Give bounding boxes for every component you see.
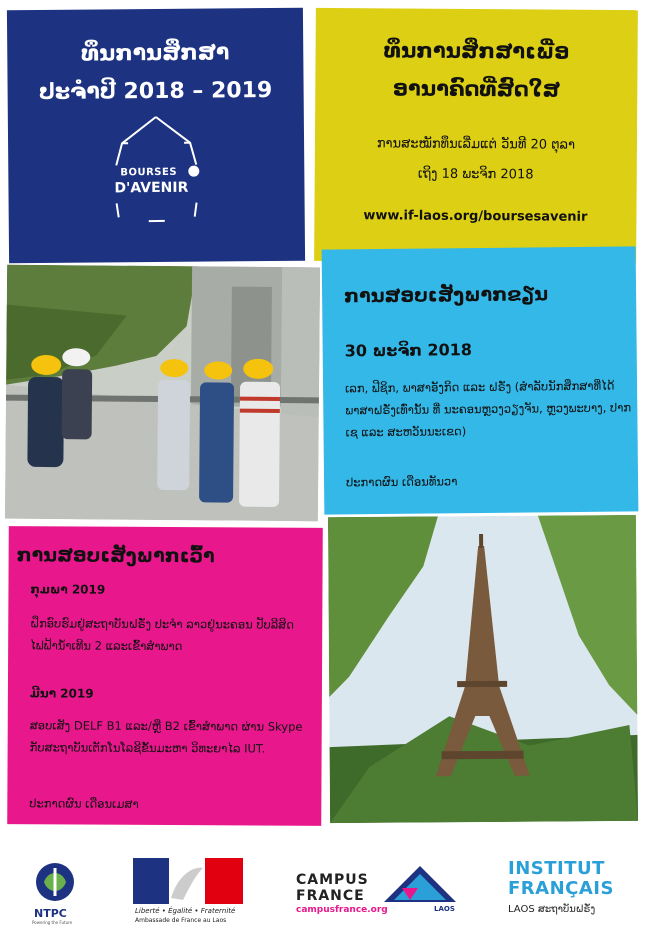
french-embassy-logo [133, 858, 253, 928]
oral-exam-month1: ກຸມພາ 2019 [30, 582, 106, 597]
application-heading-line2: ອານາຄົດທີ່ສົດໃສ [392, 76, 560, 102]
campus-france-triangle-icon [382, 864, 458, 904]
institut-francais-logo [506, 858, 616, 922]
bourses-davenir-logo [108, 113, 205, 232]
oral-exam-panel [7, 526, 323, 826]
oral-exam-result: ປະກາດຜົນ ເດືອນເມສາ [29, 796, 139, 811]
embassy-name: Ambassade de France au Laos [135, 917, 227, 924]
application-url-link[interactable]: www.if-laos.org/boursesavenir [363, 208, 588, 225]
application-heading-line1: ທຶນການສຶກສາເພື່ອ [383, 38, 570, 64]
bourses-logo-text: BOURSES [120, 166, 178, 179]
scholarship-title-line2: ປະຈຳປີ 2018 – 2019 [38, 77, 273, 106]
ntpc-logo [30, 860, 85, 925]
marianne-flag-icon [133, 858, 243, 904]
students-dam-photo [5, 265, 320, 522]
oral-exam-body1: ຝຶກອົບຮົມຢູ່ສະຖາບັນຝຣັ່ງ ປະຈຳ ລາວຢູ່ນະຄອນ ປັບລີສິດໄຟຟ້ານ້ຳເທີນ 2 ແລະເຂົ້າສຳພາດ [30, 616, 295, 654]
written-exam-date: 30 ພະຈິກ 2018 [344, 340, 473, 361]
campus-url: campusfrance.org [296, 905, 388, 915]
application-panel [314, 8, 638, 263]
campus-country: LAOS [434, 905, 455, 913]
application-dates-line2: ເຖິງ 18 ພະຈິກ 2018 [417, 166, 534, 183]
embassy-motto: Liberté • Égalité • Fraternité [135, 907, 236, 915]
campus-line1: CAMPUS [296, 872, 369, 888]
written-exam-panel [322, 246, 639, 514]
campus-line2: FRANCE [296, 888, 365, 904]
ntpc-emblem-icon [30, 860, 80, 906]
campus-france-logo [294, 858, 462, 918]
scholarship-title-line1: ທຶນການສຶກສາ [81, 40, 230, 67]
oral-exam-body2: ສອບເສັງ DELF B1 ແລະ/ຫຼື B2 ເຂົ້າສຳພາດ ຜ່ານ Skype ກັບສະຖາບັນເຕັກໂນໂລຊີຂັ້ນມະຫາ ວິທະຍາໄລ IUT. [29, 718, 303, 756]
logo-dot-icon [188, 166, 199, 177]
oral-exam-heading: ການສອບເສັງພາກເວົ້າ [16, 544, 215, 568]
written-exam-heading: ການສອບເສັງພາກຂຽນ [343, 283, 549, 308]
oral-exam-month2: ມີນາ 2019 [29, 686, 94, 701]
application-dates-line1: ການສະໝັກທຶນເລີ່ມແຕ່ ວັນທີ 20 ຕຸລາ [376, 136, 576, 153]
ntpc-tagline: Powering the Future [32, 920, 73, 925]
written-exam-result: ປະກາດຜົນ ເດືອນທັນວາ [345, 474, 458, 490]
eiffel-tower-photo [328, 515, 638, 823]
if-line3: LAOS ສະຖາບັນຝຣັ່ງ [508, 904, 596, 915]
written-exam-body: ເລກ, ຟີຊິກ, ພາສາອັງກິດ ແລະ ຝຣັ່ງ (ສຳລັບນັກສຶກສາທີ່ໄດ້ພາສາຝຣັ່ງເທົ່ານັ້ນ ທີ່ ນະຄອນຫຼວງວຽງຈັນ, ຫຼວງພະບາງ, ປາກເຊ ແລະ ສະຫວັນນະເຂດ) [345, 378, 632, 440]
if-line1: INSTITUT [508, 858, 605, 879]
davenir-logo-text: D'AVENIR [114, 179, 189, 197]
if-line2: FRANÇAIS [508, 878, 614, 899]
ntpc-logo-text: NTPC [34, 907, 67, 920]
scholarship-panel [7, 8, 305, 264]
